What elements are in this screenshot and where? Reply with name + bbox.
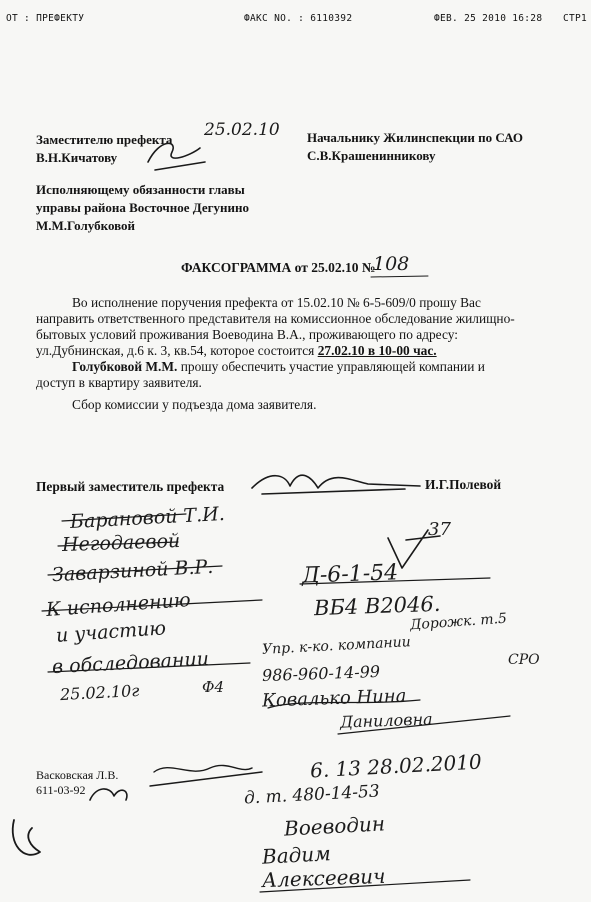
addressee-acting-name: М.М.Голубковой — [36, 218, 136, 233]
resolution-strikes — [48, 514, 222, 575]
check-mark — [388, 530, 440, 568]
body-p2-name: Голубковой М.М. — [72, 359, 178, 374]
fax-number: ФАКС NO. : 6110392 — [244, 13, 353, 24]
handwritten-applicant-name: Вадим — [261, 841, 332, 869]
addressee-acting-title: Исполняющему обязанности главы — [36, 182, 245, 197]
applicant-underline — [260, 880, 470, 892]
document-title: ФАКСОГРАММА от 25.02.10 № — [181, 260, 376, 275]
body-meeting-time: 27.02.10 в 10-00 час. — [317, 343, 437, 358]
second-date-scribble — [150, 765, 262, 786]
fax-datetime: ФЕВ. 25 2010 16:28 — [434, 13, 543, 24]
handwritten-note-2: Д-6-1-54 — [301, 560, 399, 589]
body-p1-line3: бытовых условий проживания Воеводина В.А., проживающего по адресу: — [36, 327, 458, 342]
handwritten-date-2: 6. 13 28.02.2010 — [309, 749, 483, 783]
fax-from: ОТ : ПРЕФЕКТУ — [6, 13, 85, 24]
body-p3-line1: Сбор комиссии у подъезда дома заявителя. — [72, 397, 317, 412]
handwritten-date: 25.02.10 — [204, 120, 280, 140]
handwritten-applicant-phone: д. т. 480-14-53 — [243, 781, 381, 809]
handwritten-resolution-date: 25.02.10г — [59, 680, 140, 705]
handwritten-phone: 986-960-14-99 — [261, 661, 381, 686]
handwritten-contact-name: Ковалько Нина — [261, 685, 407, 712]
addressee-acting-office: управы района Восточное Дегунино — [36, 200, 250, 215]
handwritten-resolution-4: К исполнению — [45, 588, 192, 622]
body-p1-line2: направить ответственного представителя на комиссионное обследование жилищно- — [36, 311, 515, 326]
handwritten-resolution-5: и участию — [55, 617, 167, 647]
executor-phone: 611-03-92 — [36, 783, 86, 797]
addressee-chief-name: С.В.Крашенинникову — [307, 148, 436, 163]
handwritten-resolution-3: Заварзиной В.Р. — [51, 555, 214, 587]
note-underline — [300, 578, 490, 584]
executor-mark — [90, 789, 127, 800]
handwritten-resolution-6: в обследовании — [51, 647, 210, 679]
handwritten-number: 108 — [373, 253, 410, 275]
addressee-chief-title: Начальнику Жилинспекции по САО — [307, 130, 523, 145]
body-p2-line2: доступ в квартиру заявителя. — [36, 375, 202, 390]
body-address-text: ул.Дубнинская, д.6 к. 3, кв.54, которое состоится — [36, 343, 318, 358]
handwritten-note-3: ВБ4 В2046. — [313, 591, 441, 621]
handwritten-resolution-2: Негодаевой — [61, 529, 181, 557]
addressee-deputy-name: В.Н.Кичатову — [36, 150, 118, 165]
handwritten-contact-patronymic: Даниловна — [339, 709, 433, 732]
body-p1-line1: Во исполнение поручения префекта от 15.02.10 № 6-5-609/0 прошу Вас — [72, 295, 481, 310]
signature-name: И.Г.Полевой — [425, 477, 502, 492]
handwritten-note-6: СРО — [508, 652, 540, 668]
handwritten-note-5: Упр. к-ко. компании — [261, 634, 412, 658]
signature-position: Первый заместитель префекта — [36, 479, 225, 494]
handwritten-applicant-patronymic: Алексеевич — [261, 863, 386, 893]
contact-underlines — [268, 700, 510, 734]
addressee-deputy-title: Заместителю префекта — [36, 132, 173, 147]
handwritten-applicant-surname: Воеводин — [283, 811, 386, 841]
fax-page: СТР1 — [563, 13, 588, 24]
executor-name: Васковская Л.В. — [36, 768, 119, 782]
handwritten-f4: Ф4 — [202, 678, 224, 696]
handwritten-note-1: 37 — [428, 519, 451, 540]
body-p2-text: прошу обеспечить участие управляющей компании и — [177, 359, 485, 374]
first-deputy-signature — [252, 475, 420, 494]
deputy-signature-mark — [148, 143, 205, 170]
resolution-underlines — [42, 600, 262, 672]
handwritten-note-4: Дорожк. т.5 — [409, 610, 508, 634]
handwritten-resolution-1: Барановой Т.И. — [69, 502, 226, 534]
corner-curl — [13, 820, 40, 855]
